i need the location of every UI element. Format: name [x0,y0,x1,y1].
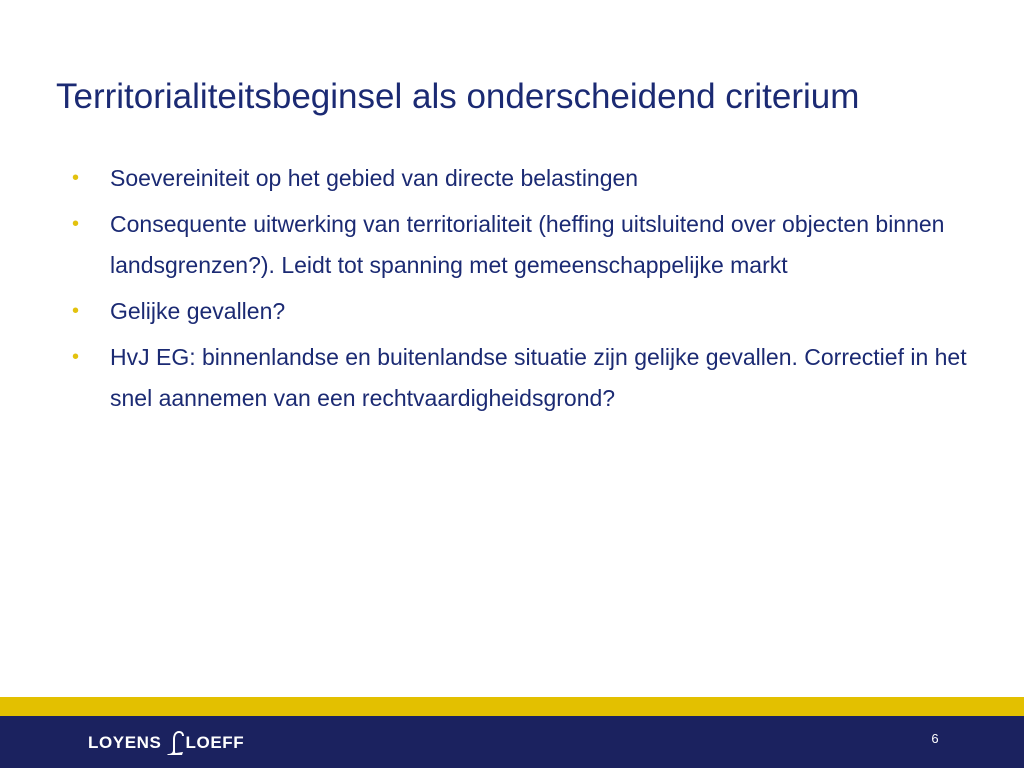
bullet-item [72,291,972,332]
bullet-text: Soevereiniteit op het gebied van directe belastingen [110,165,639,191]
bullet-list [72,158,972,424]
bullet-item [72,204,972,286]
bullet-marker: • [72,213,80,235]
logo-text-right: LOEFF [185,733,245,752]
bullet-item [72,337,972,419]
bullet-text: Gelijke gevallen? [110,298,286,324]
footer-accent-band [0,697,1024,716]
ampersand-l-mark-icon [163,728,185,758]
bullet-marker: • [72,167,80,189]
bullet-marker: • [72,300,80,322]
company-logo [88,726,244,760]
page-number: 6 [931,731,939,746]
bullet-marker: • [72,346,80,368]
bullet-item [72,158,972,199]
bullet-text: Consequente uitwerking van territorialiteit (heffing uitsluitend over objecten binnen landsgrenzen?). Leidt tot spanning met gemeenschappelijke markt [110,211,945,278]
bullet-text: HvJ EG: binnenlandse en buitenlandse situatie zijn gelijke gevallen. Correctief in het snel aannemen van een rechtvaardigheidsgrond? [110,344,967,411]
logo-text-left: LOYENS [88,733,162,752]
slide-title: Territorialiteitsbeginsel als onderscheidend criterium [56,77,860,116]
